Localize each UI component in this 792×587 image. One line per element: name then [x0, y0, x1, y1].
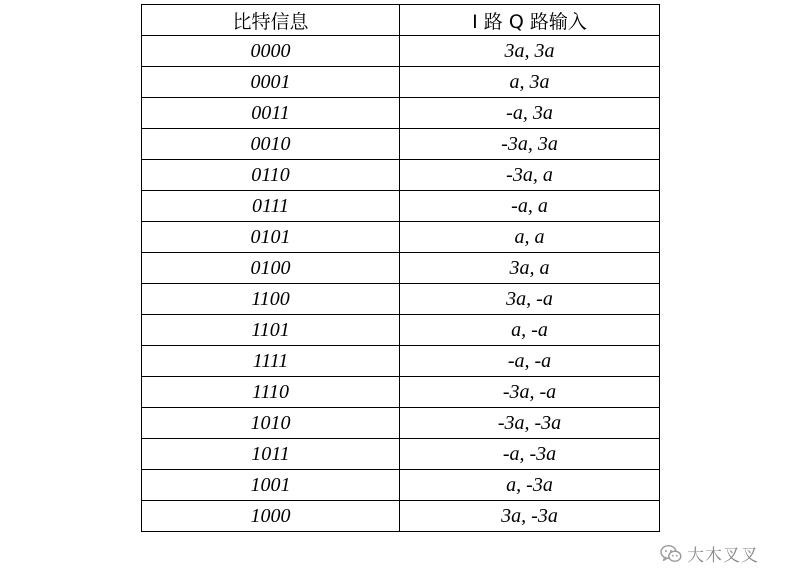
wechat-icon — [660, 544, 682, 564]
iq-value-cell: -3a, 3a — [400, 129, 660, 160]
iq-value-cell: -3a, -3a — [400, 408, 660, 439]
iq-value-cell: a, a — [400, 222, 660, 253]
table-row — [142, 98, 660, 129]
bit-pattern-cell: 0101 — [142, 222, 400, 253]
bit-pattern-cell: 1010 — [142, 408, 400, 439]
bit-pattern-cell: 0011 — [142, 98, 400, 129]
iq-value-cell: -3a, -a — [400, 377, 660, 408]
table-row — [142, 129, 660, 160]
table-row — [142, 439, 660, 470]
table-body — [142, 36, 660, 532]
bit-pattern-cell: 1001 — [142, 470, 400, 501]
watermark-text: 大木叉叉 — [687, 546, 759, 566]
bit-mapping-table — [141, 4, 660, 532]
bit-pattern-cell: 1000 — [142, 501, 400, 532]
table-row — [142, 191, 660, 222]
table-row — [142, 408, 660, 439]
table-row — [142, 377, 660, 408]
bit-pattern-cell: 1101 — [142, 315, 400, 346]
bit-pattern-cell: 1100 — [142, 284, 400, 315]
iq-value-cell: 3a, -3a — [400, 501, 660, 532]
iq-value-cell: -3a, a — [400, 160, 660, 191]
table-row — [142, 284, 660, 315]
bit-pattern-cell: 0111 — [142, 191, 400, 222]
table-row — [142, 36, 660, 67]
bit-pattern-cell: 0000 — [142, 36, 400, 67]
bit-pattern-cell: 0010 — [142, 129, 400, 160]
watermark — [660, 541, 759, 566]
iq-value-cell: a, 3a — [400, 67, 660, 98]
bit-pattern-cell: 1110 — [142, 377, 400, 408]
table-row — [142, 222, 660, 253]
table-row — [142, 501, 660, 532]
iq-value-cell: a, -3a — [400, 470, 660, 501]
iq-value-cell: 3a, -a — [400, 284, 660, 315]
table-row — [142, 346, 660, 377]
iq-value-cell: -a, 3a — [400, 98, 660, 129]
table-row — [142, 253, 660, 284]
bit-pattern-cell: 1011 — [142, 439, 400, 470]
iq-input-header: I 路 Q 路输入 — [400, 5, 660, 36]
bit-pattern-cell: 0110 — [142, 160, 400, 191]
table-row — [142, 160, 660, 191]
iq-value-cell: -a, -a — [400, 346, 660, 377]
table-row — [142, 67, 660, 98]
iq-value-cell: 3a, 3a — [400, 36, 660, 67]
iq-value-cell: 3a, a — [400, 253, 660, 284]
bit-pattern-cell: 0001 — [142, 67, 400, 98]
header-row — [142, 5, 660, 36]
iq-value-cell: a, -a — [400, 315, 660, 346]
bit-pattern-cell: 1111 — [142, 346, 400, 377]
bit-pattern-cell: 0100 — [142, 253, 400, 284]
iq-value-cell: -a, a — [400, 191, 660, 222]
table-row — [142, 315, 660, 346]
iq-value-cell: -a, -3a — [400, 439, 660, 470]
table-row — [142, 470, 660, 501]
bit-info-header: 比特信息 — [142, 5, 400, 36]
